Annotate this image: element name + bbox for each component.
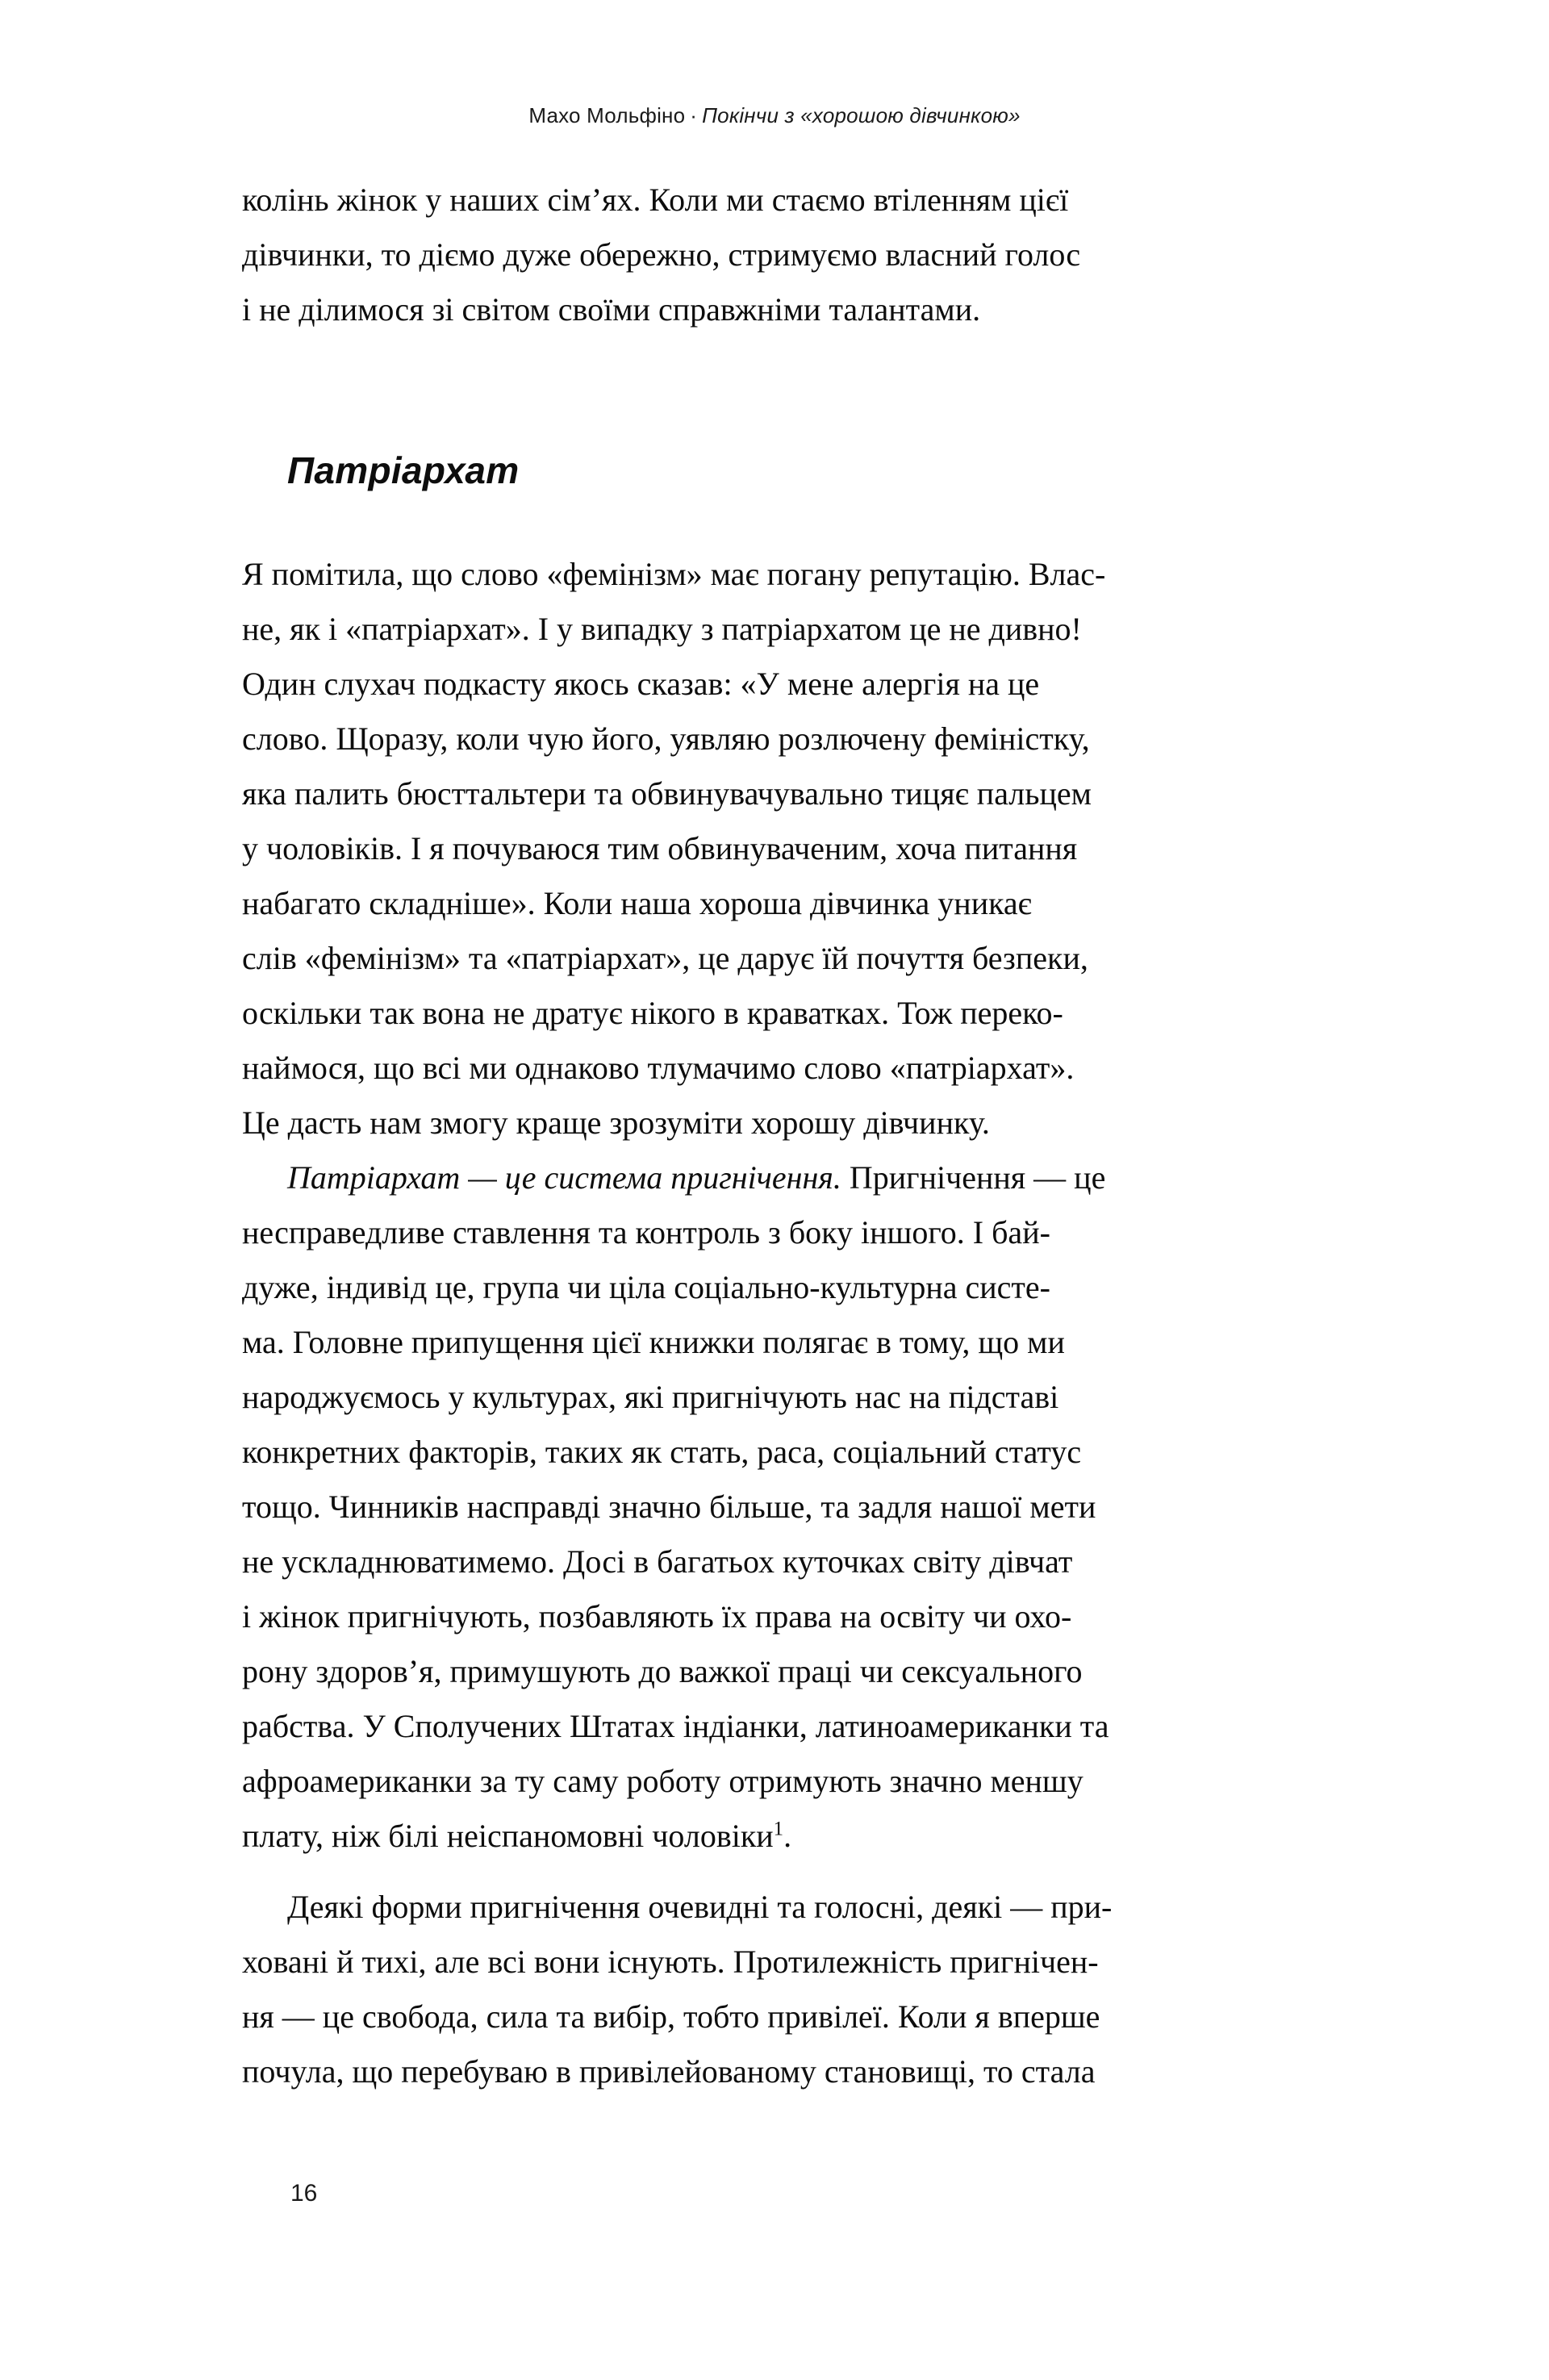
text-line: оскільки так вона не дратує нікого в краватках. Тож переко- — [242, 995, 1063, 1031]
text-line-with-footnote — [242, 1809, 1372, 1864]
text-line: почула, що перебуваю в привілейованому становищі, то стала — [242, 2053, 1096, 2090]
paragraph-1 — [242, 173, 1372, 337]
line-remainder: Пригнічення — це — [841, 1159, 1106, 1196]
line-tail: . — [783, 1818, 792, 1854]
text-line: не, як і «патріархат». І у випадку з патріархатом це не дивно! — [242, 611, 1082, 647]
text-line: несправедливе ставлення та контроль з боку іншого. І бай- — [242, 1214, 1050, 1251]
footnote-reference-marker[interactable]: 1 — [773, 1818, 784, 1840]
text-line: колінь жінок у наших сім’ях. Коли ми стаємо втіленням цієї — [242, 182, 1069, 218]
text-line: народжуємось у культурах, які пригнічують нас на підставі — [242, 1379, 1059, 1415]
text-line: рону здоров’я, примушують до важкої праці чи сексуального — [242, 1653, 1083, 1689]
text-line: слів «фемінізм» та «патріархат», це дарує їй почуття безпеки, — [242, 940, 1088, 976]
running-head-author: Махо Мольфіно — [528, 103, 686, 127]
text-line: набагато складніше». Коли наша хороша дівчинка уникає — [242, 885, 1032, 921]
text-line: дуже, індивід це, група чи ціла соціально-культурна систе- — [242, 1269, 1050, 1305]
paragraph-block-3 — [242, 1150, 1372, 1864]
text-line: яка палить бюсттальтери та обвинувачувально тицяє пальцем — [242, 775, 1092, 812]
running-head-book-title: Покінчи з «хорошою дівчинкою» — [702, 103, 1021, 127]
paragraph-4 — [242, 1880, 1372, 2099]
text-line: і не ділимося зі світом своїми справжніми талантами. — [242, 291, 981, 328]
text-line: Деякі форми пригнічення очевидні та голосні, деякі — при- — [287, 1889, 1113, 1925]
text-line: наймося, що всі ми однаково тлумачимо слово «патріархат». — [242, 1050, 1075, 1086]
paragraph-2 — [242, 547, 1372, 1150]
text-line: і жінок пригнічують, позбавляють їх права на освіту чи охо- — [242, 1598, 1072, 1635]
text-line: ня — це свобода, сила та вибір, тобто привілеї. Коли я вперше — [242, 1998, 1100, 2035]
text-line: рабства. У Сполучених Штатах індіанки, латиноамериканки та — [242, 1708, 1109, 1744]
section-heading: Патріархат — [287, 449, 520, 491]
text-line: слово. Щоразу, коли чую його, уявляю розлючену феміністку, — [242, 720, 1090, 757]
text-line: конкретних факторів, таких як стать, раса, соціальний статус — [242, 1434, 1082, 1470]
text-line: афроамериканки за ту саму роботу отримують значно меншу — [242, 1763, 1083, 1799]
text-line: дівчинки, то діємо дуже обережно, стримуємо власний голос — [242, 236, 1081, 273]
paragraph-block-4 — [242, 1880, 1372, 2099]
text-line: ма. Головне припущення цієї книжки полягає в тому, що ми — [242, 1324, 1065, 1360]
text-line-first — [242, 1150, 1372, 1205]
paragraph-3 — [242, 1150, 1372, 1864]
text-line: Це дасть нам змогу краще зрозуміти хорошу дівчинку. — [242, 1104, 990, 1141]
text-line: Я помітила, що слово «фемінізм» має погану репутацію. Влас- — [242, 556, 1106, 592]
paragraph-continuation — [242, 173, 1372, 337]
page-number: 16 — [290, 2180, 318, 2207]
text-line: ховані й тихі, але всі вони існують. Протилежність пригнічен- — [242, 1944, 1099, 1980]
text-line: Один слухач подкасту якось сказав: «У мене алергія на це — [242, 666, 1040, 702]
text-line: тощо. Чинників насправді значно більше, та задля нашої мети — [242, 1489, 1096, 1525]
italic-definition-lead: Патріархат — це система пригнічення. — [287, 1159, 841, 1196]
paragraph-block-2 — [242, 547, 1372, 1150]
running-head-separator: · — [690, 103, 698, 127]
line-text: плату, ніж білі неіспаномовні чоловіки — [242, 1818, 774, 1854]
text-line: у чоловіків. І я почуваюся тим обвинуваченим, хоча питання — [242, 830, 1078, 866]
running-head — [0, 103, 1549, 128]
text-line: не ускладнюватимемо. Досі в багатьох куточках світу дівчат — [242, 1543, 1073, 1580]
